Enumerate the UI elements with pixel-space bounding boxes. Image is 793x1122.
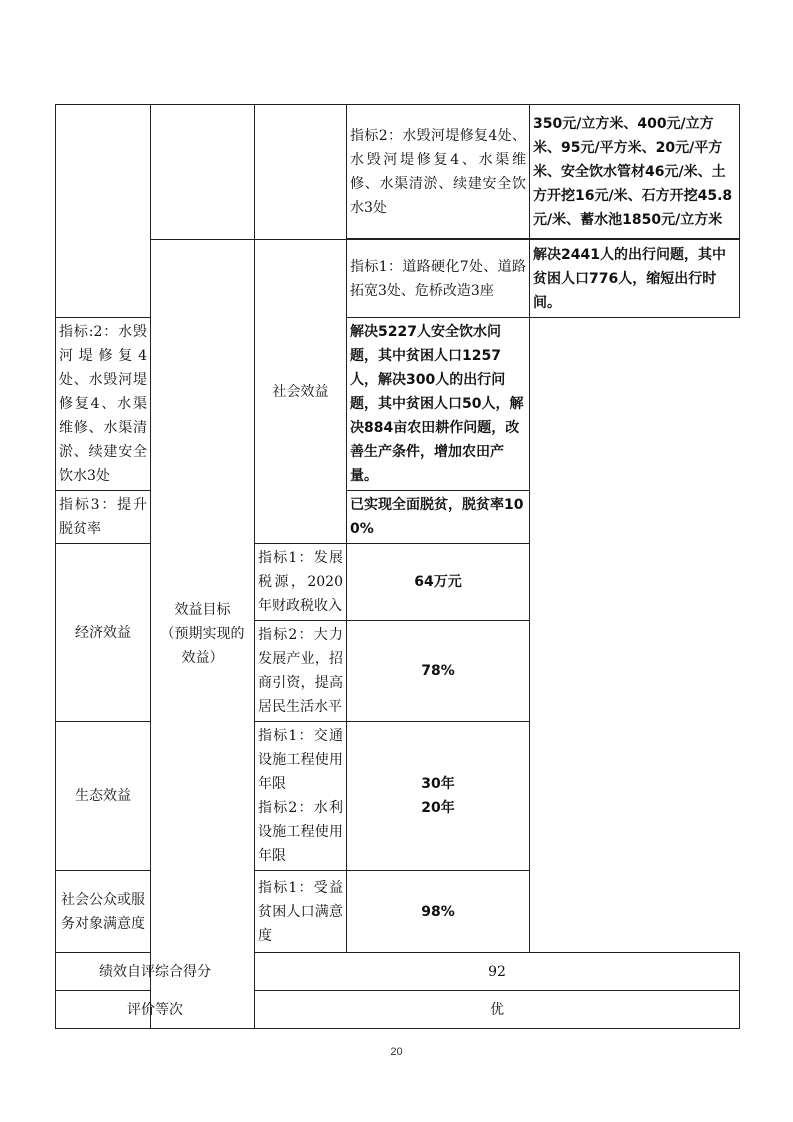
ecological-benefit-label: 生态效益 xyxy=(56,722,151,871)
table-row xyxy=(56,991,740,1029)
score-value: 92 xyxy=(255,953,740,991)
satisfaction-label: 社会公众或服务对象满意度 xyxy=(56,871,151,953)
indicator-cell: 指标1：发展税源，2020年财政税收入 xyxy=(255,544,347,621)
value-cell: 30年 20年 xyxy=(347,722,530,871)
value-cell: 350元/立方米、400元/立方米、95元/平方米、20元/平方米、安全饮水管材46元/米、土方开挖16元/米、石方开挖45.8元/米、蓄水池1850元/立方米 xyxy=(530,105,740,239)
blank-type-cell xyxy=(255,105,347,240)
indicator-cell: 指标3：提升脱贫率 xyxy=(56,491,151,544)
score-label: 绩效自评综合得分 xyxy=(56,953,255,991)
indicator-cell: 指标:2：水毁河堤修复4处、水毁河堤修复4、水渠维修、水渠清淤、续建安全饮水3处 xyxy=(56,318,151,491)
value-cell: 解决2441人的出行问题，其中贫困人口776人，缩短出行时间。 xyxy=(530,240,740,318)
economic-benefit-label: 经济效益 xyxy=(56,544,151,722)
benefit-target-label: 效益目标 （预期实现的 效益） xyxy=(151,240,255,1029)
value-cell: 已实现全面脱贫，脱贫率100% xyxy=(347,491,530,544)
indicator-cell: 指标2：水毁河堤修复4处、水毁河堤修复4、水渠维修、水渠清淤、续建安全饮水3处 xyxy=(347,105,530,239)
table-row xyxy=(56,105,740,239)
indicator-cell: 指标2：大力发展产业，招商引资，提高居民生活水平 xyxy=(255,621,347,722)
value-cell: 78% xyxy=(347,621,530,722)
value-cell: 解决5227人安全饮水问题，其中贫困人口1257人，解决300人的出行问题，其中贫困人口50人，解决884亩农田耕作问题，改善生产条件，增加农田产量。 xyxy=(347,318,530,491)
table-row xyxy=(56,953,740,991)
social-benefit-label: 社会效益 xyxy=(255,240,347,544)
performance-table xyxy=(55,104,740,1029)
blank-subcategory-cell xyxy=(151,105,255,240)
value-cell: 98% xyxy=(347,871,530,953)
blank-category-cell xyxy=(56,105,151,318)
indicator-cell: 指标1：受益贫困人口满意度 xyxy=(255,871,347,953)
value-cell: 64万元 xyxy=(347,544,530,621)
grade-value: 优 xyxy=(255,991,740,1029)
page-number: 20 xyxy=(390,1046,403,1058)
table-row xyxy=(56,240,740,318)
indicator-cell: 指标1：道路硬化7处、道路拓宽3处、危桥改造3座 xyxy=(347,240,530,318)
indicator-cell: 指标1：交通设施工程使用年限 指标2：水利设施工程使用年限 xyxy=(255,722,347,871)
grade-label: 评价等次 xyxy=(56,991,255,1029)
